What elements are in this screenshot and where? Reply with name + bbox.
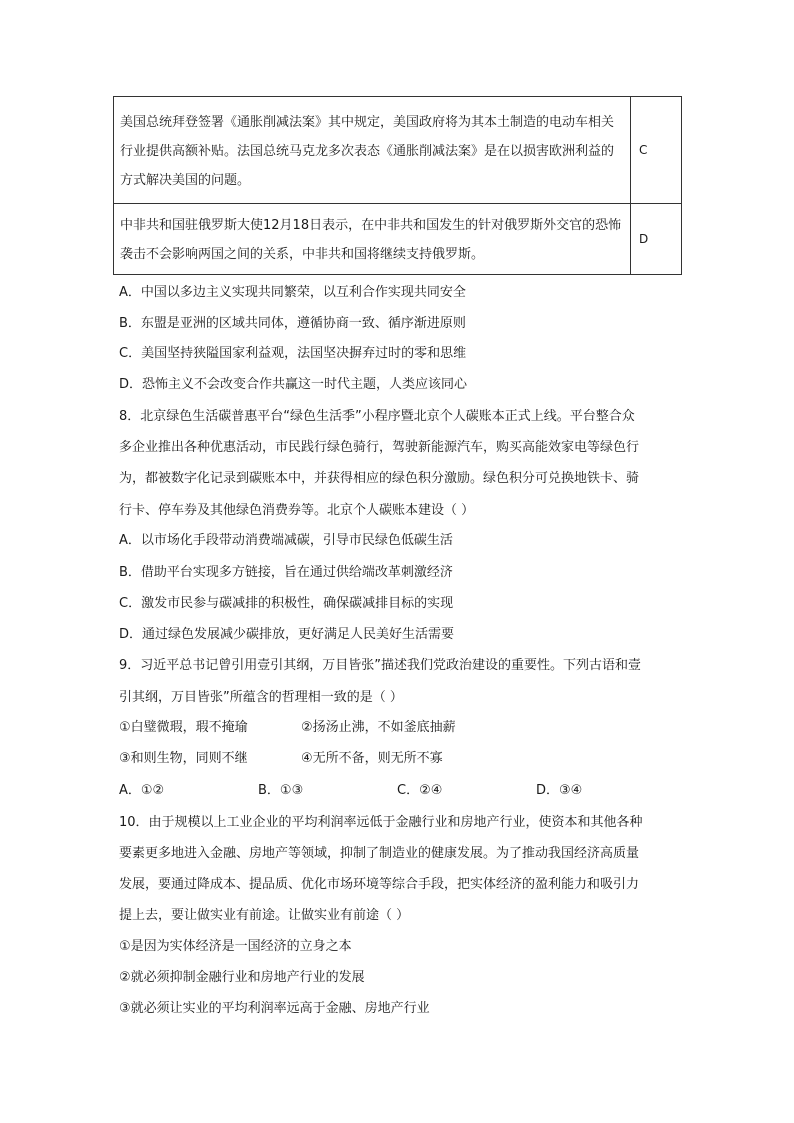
q9-statement-3: ③和则生物，同则不继: [119, 751, 248, 766]
table-cell-answer: D: [631, 204, 682, 275]
q8-stem-line: 行卡、停车券及其他绿色消费券等。北京个人碳账本建设（ ）: [119, 503, 475, 518]
q9-choice-a: A．①②: [119, 783, 165, 798]
q10-stem-line: 10．由于规模以上工业企业的平均利润率远低于金融行业和房地产行业，使资本和其他各种: [119, 815, 643, 830]
q9-stem-line: 9．习近平总书记曾引用壹引其纲，万目皆张”描述我们党政治建设的重要性。下列古语和壹: [119, 658, 642, 673]
q10-statement-1: ①是因为实体经济是一国经济的立身之本: [119, 939, 352, 954]
q9-stem-line: 引其纲，万目皆张”所蕴含的哲理相一致的是（ ）: [119, 690, 403, 705]
q8-option-b: B．借助平台实现多方链接，旨在通过供给端改革刺激经济: [119, 565, 453, 580]
q7-option-d: D．恐怖主义不会改变合作共赢这一时代主题，人类应该同心: [119, 377, 468, 392]
q7-option-b: B．东盟是亚洲的区域共同体，遵循协商一致、循序渐进原则: [119, 316, 466, 331]
q10-stem-line: 发展，要通过降成本、提品质、优化市场环境等综合手段，把实体经济的盈利能力和吸引力: [119, 877, 640, 892]
table-cell-answer: C: [631, 97, 682, 204]
q8-stem-line: 8．北京绿色生活碳普惠平台“绿色生活季”小程序暨北京个人碳账本正式上线。平台整合众: [119, 409, 635, 424]
q10-statement-2: ②就必须抑制金融行业和房地产行业的发展: [119, 970, 365, 985]
q10-stem-line: 要素更多地进入金融、房地产等领域，抑制了制造业的健康发展。为了推动我国经济高质量: [119, 846, 640, 861]
q8-option-c: C．激发市民参与碳减排的积极性，确保碳减排目标的实现: [119, 596, 454, 611]
q7-option-a: A．中国以多边主义实现共同繁荣，以互利合作实现共同安全: [119, 285, 466, 300]
q9-choice-d: D．③④: [536, 783, 583, 798]
q9-statement-4: ④无所不备，则无所不寡: [301, 751, 443, 766]
q8-stem-line: 多企业推出各种优惠活动，市民践行绿色骑行，驾驶新能源汽车，购买高能效家电等绿色行: [119, 440, 640, 455]
q9-choice-b: B．①③: [258, 783, 304, 798]
table-cell-text: 中非共和国驻俄罗斯大使12月18日表示，在中非共和国发生的针对俄罗斯外交官的恐怖袭击不会影响两国之间的关系，中非共和国将继续支持俄罗斯。: [114, 204, 631, 275]
q8-option-a: A．以市场化手段带动消费端减碳，引导市民绿色低碳生活: [119, 533, 453, 548]
q8-stem-line: 为，都被数字化记录到碳账本中，并获得相应的绿色积分激励。绿色积分可兑换地铁卡、骑: [119, 471, 640, 486]
q10-statement-3: ③就必须让实业的平均利润率远高于金融、房地产行业: [119, 1001, 430, 1016]
q9-choice-c: C．②④: [397, 783, 443, 798]
q10-stem-line: 提上去，要让做实业有前途。让做实业有前途（ ）: [119, 908, 410, 923]
options-table: [113, 96, 682, 275]
q7-option-c: C．美国坚持狭隘国家利益观，法国坚决摒弃过时的零和思维: [119, 346, 467, 361]
q8-option-d: D．通过绿色发展减少碳排放，更好满足人民美好生活需要: [119, 627, 455, 642]
table-row: [114, 204, 682, 275]
table-cell-text: 美国总统拜登签署《通胀削减法案》其中规定，美国政府将为其本土制造的电动车相关行业提供高额补贴。法国总统马克龙多次表态《通胀削减法案》是在以损害欧洲利益的方式解决美国的问题。: [114, 97, 631, 204]
q9-statement-2: ②扬汤止沸，不如釜底抽薪: [301, 720, 456, 735]
table-row: [114, 97, 682, 204]
q9-statement-1: ①白璧微瑕，瑕不掩瑜: [119, 720, 248, 735]
